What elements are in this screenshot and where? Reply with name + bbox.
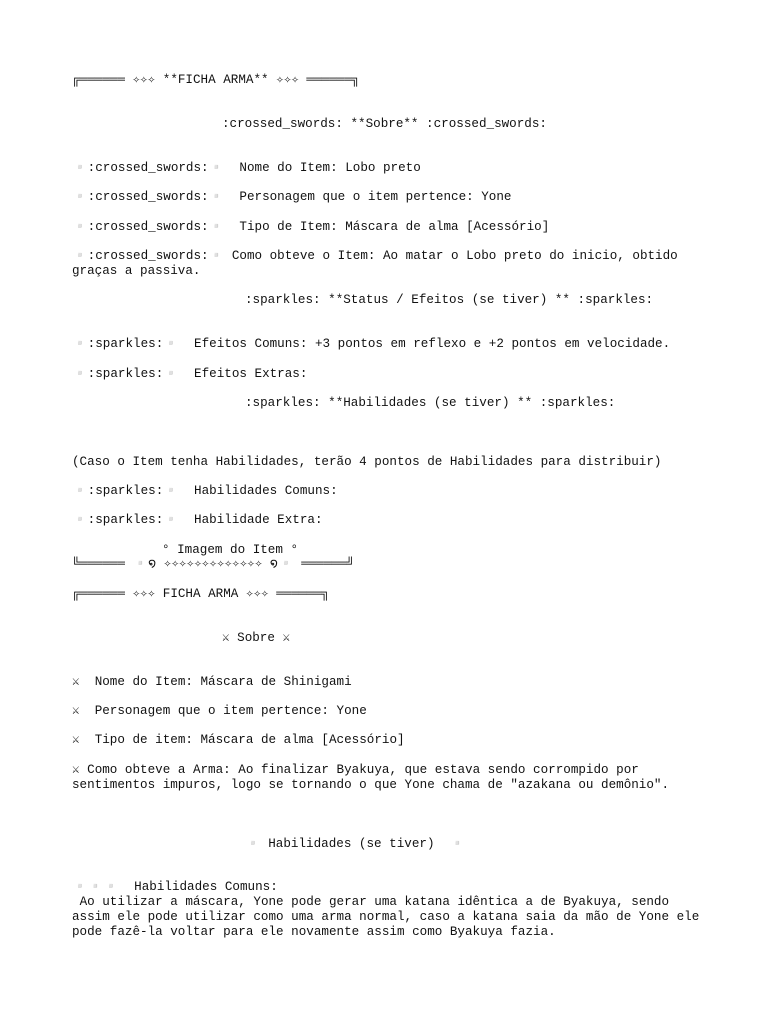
ficha1-personagem: ▫️:crossed_swords:▫️ Personagem que o item pertence: Yone — [72, 190, 512, 204]
ficha1-efeitos-extras: ▫️:sparkles:▫️ Efeitos Extras: — [72, 367, 308, 381]
ficha1-header: ╔══════ ✧✧✧ **FICHA ARMA** ✧✧✧ ══════╗ — [72, 73, 360, 87]
ficha2-habilidades-title: ▫️ Habilidades (se tiver) ▫️ — [245, 837, 466, 851]
ficha1-nome-item: ▫️:crossed_swords:▫️ Nome do Item: Lobo preto — [72, 161, 421, 175]
ficha1-habilidades-nota: (Caso o Item tenha Habilidades, terão 4 pontos de Habilidades para distribuir) — [72, 455, 662, 469]
ficha2-header: ╔══════ ✧✧✧ FICHA ARMA ✧✧✧ ══════╗ — [72, 587, 330, 601]
ficha2-personagem: ⚔ Personagem que o item pertence: Yone — [72, 704, 367, 718]
ficha1-footer: ╚══════ ▫️໑ ✧✧✧✧✧✧✧✧✧✧✧✧✧ ໑▫️ ══════╝ — [72, 557, 355, 571]
ficha1-status-title: :sparkles: **Status / Efeitos (se tiver) ** :sparkles: — [245, 293, 654, 307]
ficha2-tipo-item: ⚔ Tipo de item: Máscara de alma [Acessório] — [72, 733, 405, 747]
ficha2-obtencao: ⚔ Como obteve a Arma: Ao finalizar Byakuya, que estava sendo corrompido por sentimentos impuros, logo se tornando o que Yone chama de "azakana ou demônio". — [72, 763, 670, 792]
ficha2-nome-item: ⚔ Nome do Item: Máscara de Shinigami — [72, 675, 352, 689]
ficha1-efeitos-comuns: ▫️:sparkles:▫️ Efeitos Comuns: +3 pontos em reflexo e +2 pontos em velocidade. — [72, 337, 671, 351]
ficha2-habilidades-comuns-label: ▫️▫️▫️ Habilidades Comuns: — [72, 880, 278, 894]
ficha1-obtencao: ▫️:crossed_swords:▫️ Como obteve o Item: Ao matar o Lobo preto do inicio, obtido graças a passiva. — [72, 249, 678, 278]
ficha2-sobre-title: ⚔ Sobre ⚔ — [222, 631, 291, 645]
ficha1-imagem-label: ° Imagem do Item ° — [162, 543, 299, 557]
ficha1-habilidades-comuns: ▫️:sparkles:▫️ Habilidades Comuns: — [72, 484, 338, 498]
ficha1-sobre-title: :crossed_swords: **Sobre** :crossed_swords: — [222, 117, 547, 131]
ficha1-habilidades-title: :sparkles: **Habilidades (se tiver) ** :sparkles: — [245, 396, 616, 410]
ficha2-habilidades-comuns-texto: Ao utilizar a máscara, Yone pode gerar uma katana idêntica a de Byakuya, sendo assim ele pode utilizar como uma arma normal, caso a katana saia da mão de Yone ele pode fazê-la voltar para ele novamente assim como Byakuya fazia. — [72, 895, 707, 939]
ficha1-habilidade-extra: ▫️:sparkles:▫️ Habilidade Extra: — [72, 513, 323, 527]
ficha1-tipo-item: ▫️:crossed_swords:▫️ Tipo de Item: Máscara de alma [Acessório] — [72, 220, 550, 234]
